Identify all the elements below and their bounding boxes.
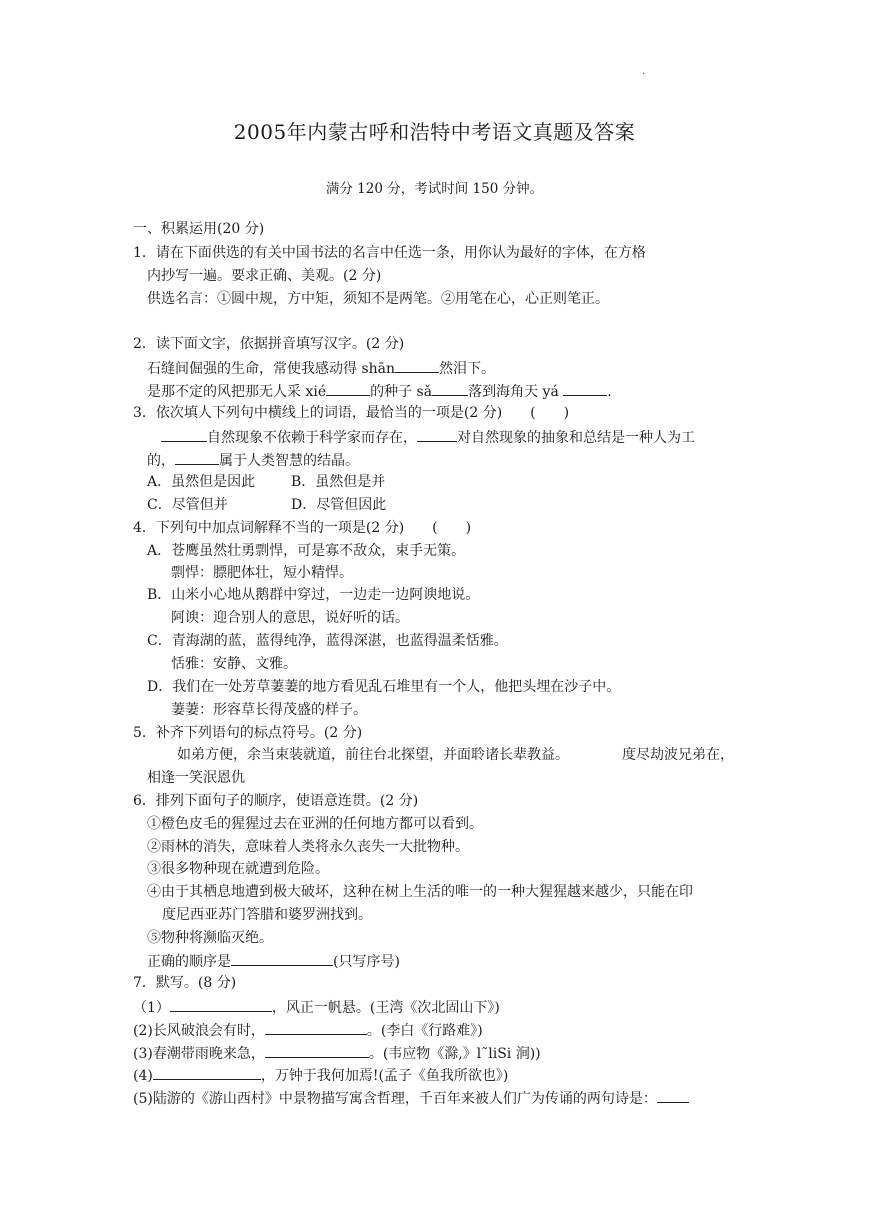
q3-line2-text-b: 对自然现象的抽象和总结是一种人为工 [457,430,695,446]
fill-blank[interactable] [175,450,219,465]
q7-item-3-text-a: (3)春潮带雨晚来急， [133,1046,265,1062]
q2-line3-text-b: 的种子 sǎ [370,384,433,400]
fill-blank[interactable] [563,381,607,396]
q6-sentence-3: ③很多物种现在就遭到危险。 [147,861,329,877]
section-heading: 一、积累运用(20 分) [133,221,265,237]
q7-item-4-text: ，万钟于我何加焉!(孟子《鱼我所欲也》) [260,1068,509,1084]
q1-line1: 1．请在下面供选的有关中国书法的名言中任选一条，用你认为最好的字体，在方格 [133,245,646,261]
q7-item-5 [133,1088,689,1108]
q2-line2-text-b: 然泪下。 [439,361,496,377]
fill-blank[interactable] [231,951,333,966]
q7-item-2-text-b: 。(李白《行路难》) [366,1023,483,1039]
q6-line1: 6．排列下面句子的顺序，使语意连贯。(2 分) [133,793,419,809]
q2-line3-text-c: 落到海角天 yá [468,384,559,400]
q7-item-3 [133,1043,541,1063]
q4-option-a-note: 剽悍：膘肥体壮，短小精悍。 [171,565,353,581]
q2-line3-text-d: . [607,384,612,400]
q3-line1: 3．依次填人下列句中横线上的词语，最恰当的一项是(2 分) ( ) [133,405,570,421]
q2-line2 [147,358,495,378]
q6-sentence-4: ④由于其栖息地遭到极大破坏，这种在树上生活的唯一的一种大猩猩越来越少，只能在印 [147,884,693,900]
q4-option-c-note: 恬雅：安静、文雅。 [171,656,297,672]
page-subtitle: 满分 120 分，考试时间 150 分钟。 [325,181,544,197]
q7-item-1 [133,997,500,1017]
fill-blank[interactable] [395,358,439,373]
q6-sentence-2: ②雨林的消失，意味着人类将永久丧失一大批物种。 [147,839,469,855]
q5-line2a: 如弟方便，余当束装就道，前往台北探望，并面聆诸长辈教益。 [177,747,569,763]
q7-item-3-text-b: 。(韦应物《滁,》l˜liSi 涧)) [368,1046,541,1062]
fill-blank[interactable] [170,997,272,1012]
q4-option-d: D．我们在一处芳草萋萋的地方看见乱石堆里有一个人，他把头埋在沙子中。 [147,679,621,695]
fill-blank[interactable] [265,1043,369,1058]
q3-line2 [161,427,695,447]
q6-sentence-4-cont: 度尼西亚苏门答腊和婆罗洲找到。 [162,907,372,923]
fill-blank[interactable] [657,1088,689,1103]
fill-blank[interactable] [161,427,207,442]
q5-line2b: 度尽劫波兄弟在， [622,747,734,763]
q2-line1: 2．读下面文字，依据拼音填写汉字。(2 分) [133,336,405,352]
q4-option-b: B．山米小心地从鹅群中穿过，一边走一边阿谀地说。 [147,587,480,603]
q4-line1: 4．下列句中加点词解释不当的一项是(2 分) ( ) [133,520,472,536]
q6-answer-line [147,951,400,971]
fill-blank[interactable] [153,1065,261,1080]
q7-line1: 7．默写。(8 分) [133,975,237,991]
q2-line3 [147,381,612,401]
fill-blank[interactable] [417,427,457,442]
fill-blank[interactable] [432,381,468,396]
page-title: 2005年内蒙古呼和浩特中考语文真题及答案 [233,120,636,144]
q1-line3: 供选名言：①圆中规，方中矩，须知不是两笔。②用笔在心，心正则笔正。 [147,291,609,307]
q6-answer-label: 正确的顺序是 [147,954,231,970]
q5-line3: 相逢一笑泯恩仇 [147,770,245,786]
q4-option-b-note: 阿谀：迎合别人的意思，说好听的话。 [171,610,409,626]
q7-item-1-label: （1） [133,1000,170,1016]
q4-option-c: C．青海湖的蓝，蓝得纯净，蓝得深湛，也蓝得温柔恬雅。 [147,633,508,649]
q3-line3-text-a: 的， [147,453,175,469]
q4-option-d-note: 萋萋：形容草长得茂盛的样子。 [171,702,367,718]
fill-blank[interactable] [326,381,370,396]
q7-item-2-text-a: (2)长风破浪会有时， [133,1023,265,1039]
corner-mark: . [642,66,646,77]
q6-answer-hint: (只写序号) [333,954,400,970]
q3-line2-text-a: 自然现象不依赖于科学家而存在， [207,430,417,446]
q3-option-d: D．尽管但因此 [291,497,387,513]
q1-line2: 内抄写一遍。要求正确、美观。(2 分) [147,268,382,284]
q7-item-1-text: ，风正一帆悬。(王湾《次北固山下》) [271,1000,500,1016]
q2-line2-text-a: 石缝间倔强的生命，常使我感动得 shān [147,361,396,377]
q2-line3-text-a: 是那不定的风把那无人采 xié [147,384,327,400]
q7-item-5-text: (5)陆游的《游山西村》中景物描写寓含哲理，千百年来被人们广为传诵的两句诗是： [133,1091,657,1107]
q3-line3-text-b: 属于人类智慧的结晶。 [219,453,359,469]
q3-option-a: A．虽然但是因此 [147,474,256,490]
q7-item-2 [133,1020,483,1040]
q5-line1: 5．补齐下列语句的标点符号。(2 分) [133,725,363,741]
q7-item-4 [133,1065,508,1085]
q4-option-a: A．苍鹰虽然壮勇剽悍，可是寡不敌众，束手无策。 [147,543,466,559]
q3-line3 [147,450,359,470]
q7-item-4-label: (4) [133,1068,153,1084]
q3-option-b: B．虽然但是并 [291,474,386,490]
q6-sentence-5: ⑤物种将濒临灭绝。 [147,930,273,946]
q6-sentence-1: ①橙色皮毛的猩猩过去在亚洲的任何地方都可以看到。 [147,816,483,832]
q3-option-c: C．尽管但并 [147,497,228,513]
fill-blank[interactable] [265,1020,367,1035]
